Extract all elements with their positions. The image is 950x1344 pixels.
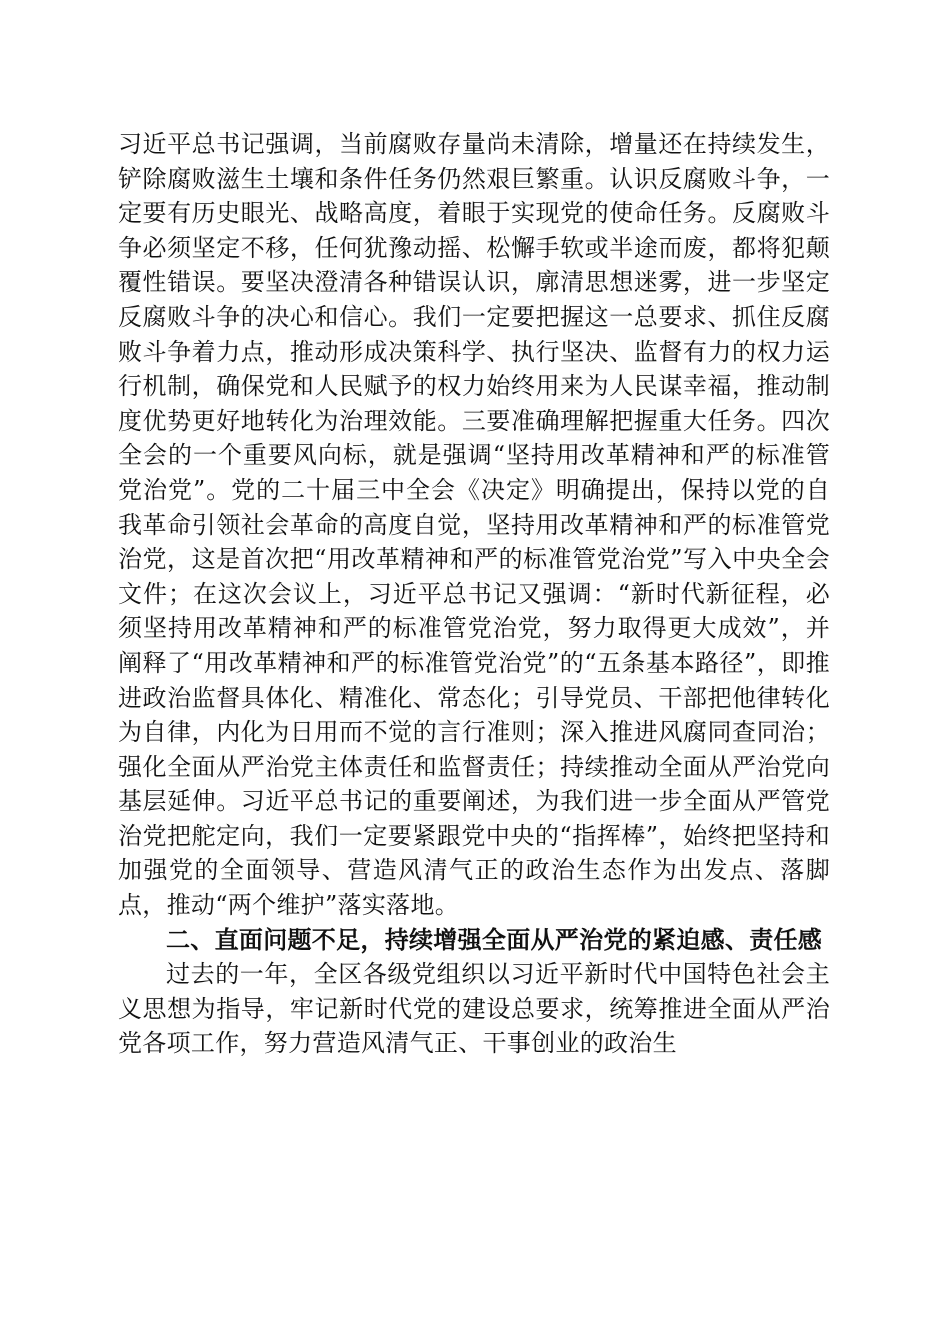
section-heading: 二、直面问题不足，持续增强全面从严治党的紧迫感、责任感 xyxy=(166,925,823,954)
document-page xyxy=(118,127,830,1061)
body-paragraph: 过去的一年，全区各级党组织以习近平新时代中国特色社会主义思想为指导，牢记新时代党的建设总要求，统筹推进全面从严治党各项工作，努力营造风清气正、干事创业的政治生 xyxy=(118,960,830,1058)
body-paragraph: 习近平总书记强调，当前腐败存量尚未清除，增量还在持续发生，铲除腐败滋生土壤和条件任务仍然艰巨繁重。认识反腐败斗争，一定要有历史眼光、战略高度，着眼于实现党的使命任务。反腐败斗争必须坚定不移，任何犹豫动摇、松懈手软或半途而废，都将犯颠覆性错误。要坚决澄清各种错误认识，廓清思想迷雾，进一步坚定反腐败斗争的决心和信心。我们一定要把握这一总要求、抓住反腐败斗争着力点，推动形成决策科学、执行坚决、监督有力的权力运行机制，确保党和人民赋予的权力始终用来为人民谋幸福，推动制度优势更好地转化为治理效能。三要准确理解把握重大任务。四次全会的一个重要风向标，就是强调“坚持用改革精神和严的标准管党治党”。党的二十届三中全会《决定》明确提出，保持以党的自我革命引领社会革命的高度自觉，坚持用改革精神和严的标准管党治党，这是首次把“用改革精神和严的标准管党治党”写入中央全会文件；在这次会议上，习近平总书记又强调：“新时代新征程，必须坚持用改革精神和严的标准管党治党，努力取得更大成效”，并阐释了“用改革精神和严的标准管党治党”的“五条基本路径”，即推进政治监督具体化、精准化、常态化；引导党员、干部把他律转化为自律，内化为日用而不觉的言行准则；深入推进风腐同查同治；强化全面从严治党主体责任和监督责任；持续推动全面从严治党向基层延伸。习近平总书记的重要阐述，为我们进一步全面从严管党治党把舵定向，我们一定要紧跟党中央的“指挥棒”，始终把坚持和加强党的全面领导、营造风清气正的政治生态作为出发点、落脚点，推动“两个维护”落实落地。 xyxy=(118,130,830,920)
